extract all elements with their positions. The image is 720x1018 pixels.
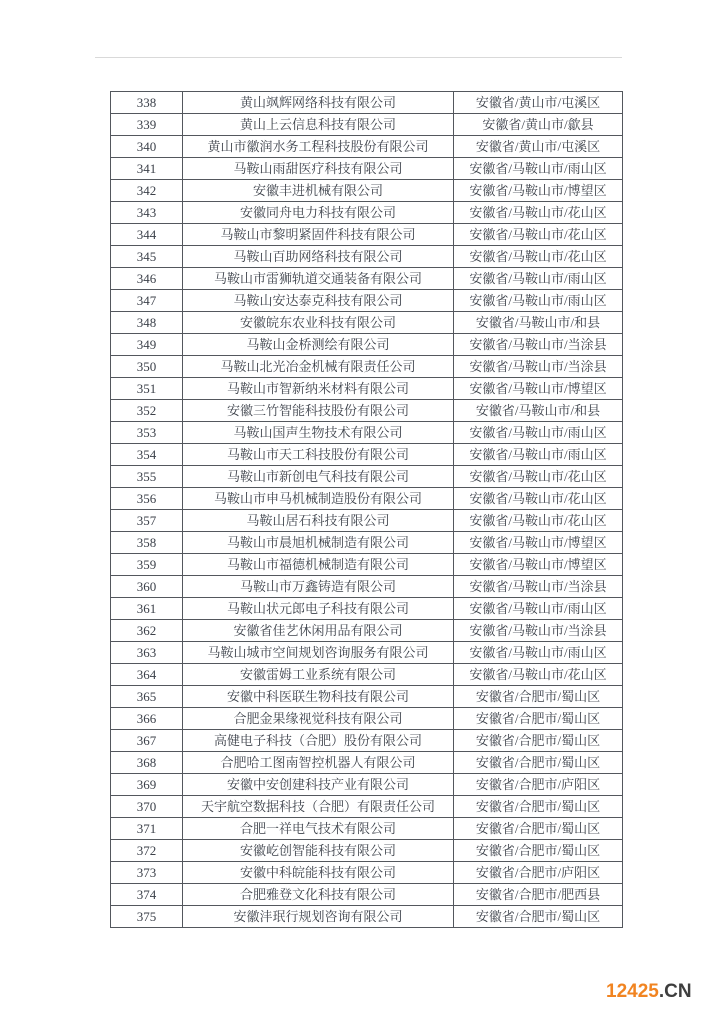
company-name-cell: 马鞍山北光冶金机械有限责任公司 <box>183 356 454 378</box>
row-number-cell: 338 <box>111 92 183 114</box>
company-name-cell: 合肥一祥电气技术有限公司 <box>183 818 454 840</box>
row-number-cell: 352 <box>111 400 183 422</box>
region-cell: 安徽省/黄山市/歙县 <box>454 114 623 136</box>
company-name-cell: 安徽屹创智能科技有限公司 <box>183 840 454 862</box>
company-name-cell: 安徽省佳艺休闲用品有限公司 <box>183 620 454 642</box>
row-number-cell: 341 <box>111 158 183 180</box>
company-name-cell: 马鞍山国声生物技术有限公司 <box>183 422 454 444</box>
row-number-cell: 362 <box>111 620 183 642</box>
row-number-cell: 357 <box>111 510 183 532</box>
row-number-cell: 373 <box>111 862 183 884</box>
table-row <box>111 554 623 576</box>
company-name-cell: 马鞍山市天工科技股份有限公司 <box>183 444 454 466</box>
row-number-cell: 370 <box>111 796 183 818</box>
row-number-cell: 343 <box>111 202 183 224</box>
region-cell: 安徽省/合肥市/蜀山区 <box>454 906 623 928</box>
row-number-cell: 374 <box>111 884 183 906</box>
table-row <box>111 598 623 620</box>
table-row <box>111 136 623 158</box>
region-cell: 安徽省/马鞍山市/雨山区 <box>454 158 623 180</box>
table-row <box>111 312 623 334</box>
table-row <box>111 488 623 510</box>
row-number-cell: 346 <box>111 268 183 290</box>
row-number-cell: 363 <box>111 642 183 664</box>
table-row <box>111 884 623 906</box>
table-row <box>111 202 623 224</box>
row-number-cell: 340 <box>111 136 183 158</box>
table-row <box>111 796 623 818</box>
company-name-cell: 马鞍山市智新纳米材料有限公司 <box>183 378 454 400</box>
table-row <box>111 510 623 532</box>
row-number-cell: 367 <box>111 730 183 752</box>
company-name-cell: 马鞍山状元郎电子科技有限公司 <box>183 598 454 620</box>
region-cell: 安徽省/马鞍山市/花山区 <box>454 224 623 246</box>
table-row <box>111 268 623 290</box>
region-cell: 安徽省/马鞍山市/花山区 <box>454 246 623 268</box>
region-cell: 安徽省/马鞍山市/和县 <box>454 312 623 334</box>
region-cell: 安徽省/黄山市/屯溪区 <box>454 92 623 114</box>
region-cell: 安徽省/马鞍山市/博望区 <box>454 180 623 202</box>
watermark-site-number: 12425 <box>606 981 659 1002</box>
region-cell: 安徽省/黄山市/屯溪区 <box>454 136 623 158</box>
company-name-cell: 安徽三竹智能科技股份有限公司 <box>183 400 454 422</box>
row-number-cell: 368 <box>111 752 183 774</box>
table-row <box>111 400 623 422</box>
table-row <box>111 840 623 862</box>
company-name-cell: 马鞍山市黎明紧固件科技有限公司 <box>183 224 454 246</box>
table-row <box>111 730 623 752</box>
region-cell: 安徽省/马鞍山市/花山区 <box>454 664 623 686</box>
region-cell: 安徽省/马鞍山市/当涂县 <box>454 356 623 378</box>
table-row <box>111 224 623 246</box>
row-number-cell: 364 <box>111 664 183 686</box>
company-name-cell: 合肥金果缘视觉科技有限公司 <box>183 708 454 730</box>
table-row <box>111 356 623 378</box>
row-number-cell: 365 <box>111 686 183 708</box>
row-number-cell: 348 <box>111 312 183 334</box>
company-name-cell: 马鞍山安达泰克科技有限公司 <box>183 290 454 312</box>
company-name-cell: 安徽雷姆工业系统有限公司 <box>183 664 454 686</box>
region-cell: 安徽省/马鞍山市/雨山区 <box>454 444 623 466</box>
company-name-cell: 安徽沣珉行规划咨询有限公司 <box>183 906 454 928</box>
region-cell: 安徽省/马鞍山市/雨山区 <box>454 642 623 664</box>
company-name-cell: 黄山市徽润水务工程科技股份有限公司 <box>183 136 454 158</box>
region-cell: 安徽省/合肥市/蜀山区 <box>454 840 623 862</box>
row-number-cell: 358 <box>111 532 183 554</box>
company-name-cell: 安徽中科医联生物科技有限公司 <box>183 686 454 708</box>
region-cell: 安徽省/马鞍山市/雨山区 <box>454 598 623 620</box>
table-row <box>111 664 623 686</box>
region-cell: 安徽省/合肥市/蜀山区 <box>454 796 623 818</box>
company-name-cell: 马鞍山市万鑫铸造有限公司 <box>183 576 454 598</box>
table-row <box>111 752 623 774</box>
region-cell: 安徽省/合肥市/蜀山区 <box>454 818 623 840</box>
region-cell: 安徽省/合肥市/庐阳区 <box>454 862 623 884</box>
table-row <box>111 862 623 884</box>
company-name-cell: 马鞍山雨甜医疗科技有限公司 <box>183 158 454 180</box>
table-row <box>111 290 623 312</box>
company-name-cell: 合肥雅登文化科技有限公司 <box>183 884 454 906</box>
company-name-cell: 安徽同舟电力科技有限公司 <box>183 202 454 224</box>
row-number-cell: 356 <box>111 488 183 510</box>
company-name-cell: 马鞍山市福德机械制造有限公司 <box>183 554 454 576</box>
region-cell: 安徽省/马鞍山市/博望区 <box>454 532 623 554</box>
row-number-cell: 344 <box>111 224 183 246</box>
company-name-cell: 安徽中科皖能科技有限公司 <box>183 862 454 884</box>
company-name-cell: 马鞍山金桥测绘有限公司 <box>183 334 454 356</box>
watermark-tld: .CN <box>658 981 692 1002</box>
row-number-cell: 342 <box>111 180 183 202</box>
table-row <box>111 378 623 400</box>
company-table <box>110 91 623 928</box>
table-row <box>111 158 623 180</box>
table-row <box>111 576 623 598</box>
company-name-cell: 黄山上云信息科技有限公司 <box>183 114 454 136</box>
company-name-cell: 天宇航空数据科技（合肥）有限责任公司 <box>183 796 454 818</box>
region-cell: 安徽省/合肥市/蜀山区 <box>454 686 623 708</box>
company-name-cell: 马鞍山市晨旭机械制造有限公司 <box>183 532 454 554</box>
region-cell: 安徽省/马鞍山市/当涂县 <box>454 334 623 356</box>
region-cell: 安徽省/马鞍山市/雨山区 <box>454 290 623 312</box>
table-row <box>111 906 623 928</box>
table-row <box>111 180 623 202</box>
region-cell: 安徽省/合肥市/蜀山区 <box>454 730 623 752</box>
row-number-cell: 350 <box>111 356 183 378</box>
company-name-cell: 安徽皖东农业科技有限公司 <box>183 312 454 334</box>
company-table-body <box>111 92 623 928</box>
table-row <box>111 334 623 356</box>
row-number-cell: 355 <box>111 466 183 488</box>
region-cell: 安徽省/马鞍山市/花山区 <box>454 202 623 224</box>
row-number-cell: 359 <box>111 554 183 576</box>
watermark <box>606 981 692 1003</box>
region-cell: 安徽省/合肥市/肥西县 <box>454 884 623 906</box>
page-top-divider <box>95 57 622 58</box>
company-name-cell: 合肥哈工图南智控机器人有限公司 <box>183 752 454 774</box>
row-number-cell: 361 <box>111 598 183 620</box>
table-row <box>111 818 623 840</box>
company-name-cell: 马鞍山市新创电气科技有限公司 <box>183 466 454 488</box>
row-number-cell: 339 <box>111 114 183 136</box>
table-row <box>111 686 623 708</box>
table-row <box>111 708 623 730</box>
company-name-cell: 马鞍山市雷狮轨道交通装备有限公司 <box>183 268 454 290</box>
table-row <box>111 532 623 554</box>
region-cell: 安徽省/马鞍山市/和县 <box>454 400 623 422</box>
table-row <box>111 246 623 268</box>
region-cell: 安徽省/合肥市/庐阳区 <box>454 774 623 796</box>
row-number-cell: 345 <box>111 246 183 268</box>
company-name-cell: 黄山飒辉网络科技有限公司 <box>183 92 454 114</box>
region-cell: 安徽省/马鞍山市/雨山区 <box>454 268 623 290</box>
table-row <box>111 444 623 466</box>
table-row <box>111 774 623 796</box>
row-number-cell: 372 <box>111 840 183 862</box>
region-cell: 安徽省/马鞍山市/当涂县 <box>454 620 623 642</box>
company-name-cell: 安徽中安创建科技产业有限公司 <box>183 774 454 796</box>
table-row <box>111 114 623 136</box>
region-cell: 安徽省/马鞍山市/花山区 <box>454 510 623 532</box>
row-number-cell: 347 <box>111 290 183 312</box>
row-number-cell: 375 <box>111 906 183 928</box>
region-cell: 安徽省/合肥市/蜀山区 <box>454 752 623 774</box>
company-name-cell: 安徽丰进机械有限公司 <box>183 180 454 202</box>
region-cell: 安徽省/马鞍山市/博望区 <box>454 554 623 576</box>
company-name-cell: 高健电子科技（合肥）股份有限公司 <box>183 730 454 752</box>
table-row <box>111 422 623 444</box>
row-number-cell: 360 <box>111 576 183 598</box>
region-cell: 安徽省/马鞍山市/当涂县 <box>454 576 623 598</box>
row-number-cell: 366 <box>111 708 183 730</box>
region-cell: 安徽省/马鞍山市/花山区 <box>454 488 623 510</box>
region-cell: 安徽省/马鞍山市/雨山区 <box>454 422 623 444</box>
company-name-cell: 马鞍山居石科技有限公司 <box>183 510 454 532</box>
row-number-cell: 354 <box>111 444 183 466</box>
table-row <box>111 466 623 488</box>
company-name-cell: 马鞍山城市空间规划咨询服务有限公司 <box>183 642 454 664</box>
row-number-cell: 351 <box>111 378 183 400</box>
region-cell: 安徽省/合肥市/蜀山区 <box>454 708 623 730</box>
region-cell: 安徽省/马鞍山市/花山区 <box>454 466 623 488</box>
company-name-cell: 马鞍山市申马机械制造股份有限公司 <box>183 488 454 510</box>
table-row <box>111 620 623 642</box>
row-number-cell: 369 <box>111 774 183 796</box>
table-row <box>111 642 623 664</box>
company-name-cell: 马鞍山百助网络科技有限公司 <box>183 246 454 268</box>
row-number-cell: 371 <box>111 818 183 840</box>
row-number-cell: 349 <box>111 334 183 356</box>
row-number-cell: 353 <box>111 422 183 444</box>
table-row <box>111 92 623 114</box>
region-cell: 安徽省/马鞍山市/博望区 <box>454 378 623 400</box>
